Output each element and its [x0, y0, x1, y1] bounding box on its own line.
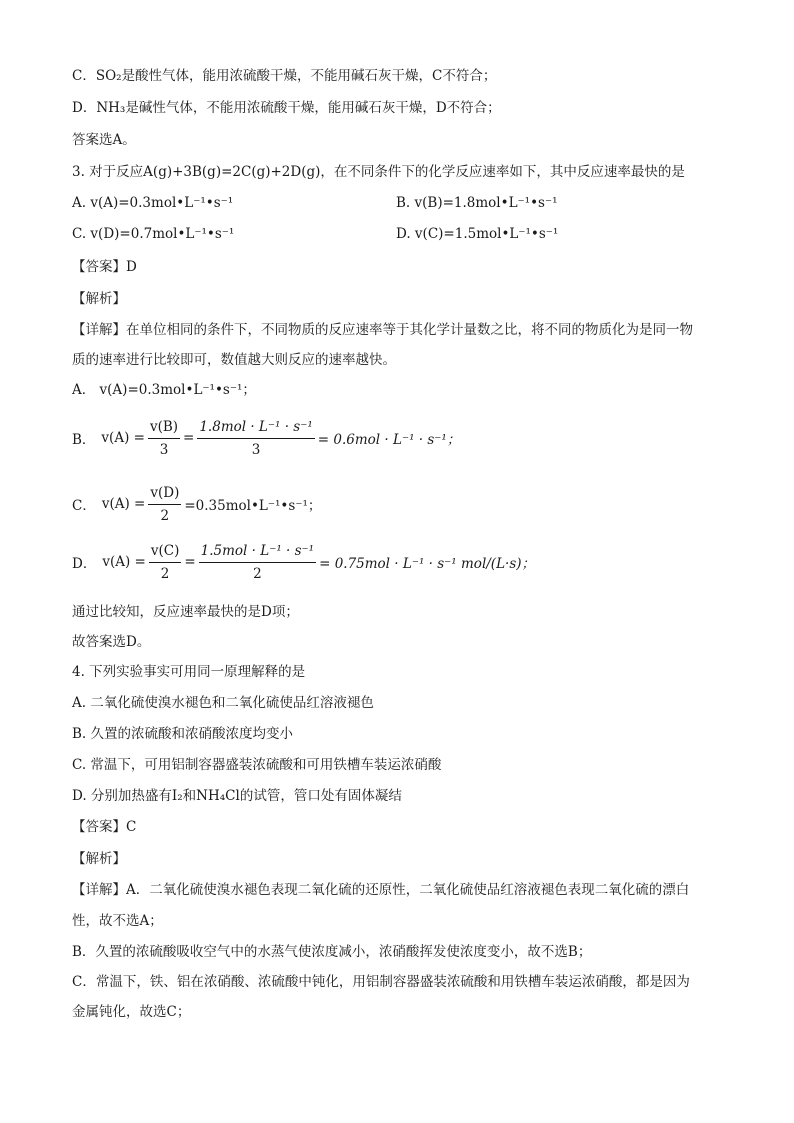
analysis-label: 【解析】	[72, 851, 126, 867]
fraction	[148, 485, 181, 524]
question-3-option-c: C. v(D)=0.7mol•L⁻¹•s⁻¹	[72, 226, 235, 242]
analysis-label: 【解析】	[72, 291, 126, 307]
question-4-option-a: A. 二氧化硫使溴水褪色和二氧化硫使品红溶液褪色	[72, 695, 374, 711]
equation-label: C．	[72, 498, 96, 514]
question-4-option-c: C. 常温下，可用铝制容器盛装浓硫酸和可用铁槽车装运浓硝酸	[72, 757, 442, 773]
explanation-line: C．常温下，铁、铝在浓硝酸、浓硫酸中钝化，用铝制容器盛装浓硫酸和用铁槽车装运浓硝酸，都是因为	[72, 974, 690, 990]
explanation-line: 金属钝化，故选C；	[72, 1004, 191, 1020]
answer-label: 【答案】D	[72, 259, 137, 275]
fraction	[148, 419, 180, 458]
explanation-line: 【详解】A．二氧化硫使溴水褪色表现二氧化硫的还原性，二氧化硫使品红溶液褪色表现二氧化硫的漂白	[72, 882, 690, 898]
text-line: 通过比较知，反应速率最快的是D项；	[72, 604, 299, 620]
equation-result: =0.35mol•L⁻¹•s⁻¹；	[184, 498, 322, 514]
text-line: C．SO₂是酸性气体，能用浓硫酸干燥，不能用碱石灰干燥，C不符合；	[72, 68, 497, 84]
fraction	[199, 543, 316, 582]
fraction-denominator: 2	[253, 565, 262, 582]
fraction-denominator: 2	[160, 507, 170, 524]
equation-b: B． v(A) = $\frac{v(B)}{3}$ = $\frac{\text{1.8mol · L⁻¹ · s⁻¹}}{3}$ = 0.6mol · L⁻¹ · s⁻¹；	[72, 418, 461, 458]
question-4-stem: 4. 下列实验事实可用同一原理解释的是	[72, 664, 306, 680]
question-3-option-a: A. v(A)=0.3mol•L⁻¹•s⁻¹	[72, 195, 234, 211]
equation-result: = 0.6mol · L⁻¹ · s⁻¹；	[317, 432, 461, 448]
fraction-numerator: v(D)	[148, 485, 181, 505]
question-4-option-d: D. 分别加热盛有I₂和NH₄Cl的试管，管口处有固体凝结	[72, 788, 402, 804]
fraction-denominator: 3	[251, 441, 261, 458]
fraction	[197, 419, 314, 458]
explanation-line: 质的速率进行比较即可，数值越大则反应的速率越快。	[72, 352, 396, 368]
equation-label: B．	[72, 432, 96, 448]
question-4-option-b: B. 久置的浓硫酸和浓硝酸浓度均变小	[72, 726, 294, 742]
fraction-denominator: 3	[159, 441, 169, 458]
equation-lhs: v(A) =	[101, 430, 145, 446]
equation-lhs: v(A) =	[102, 554, 146, 570]
explanation-line: 【详解】在单位相同的条件下，不同物质的反应速率等于其化学计量数之比，将不同的物质化为是同一物	[72, 322, 693, 338]
fraction-numerator: v(C)	[149, 543, 182, 563]
equation-result: = 0.75mol · L⁻¹ · s⁻¹ mol/(L·s)；	[319, 556, 536, 572]
answer-label: 【答案】C	[72, 819, 137, 835]
question-3-stem: 3. 对于反应A(g)+3B(g)=2C(g)+2D(g)，在不同条件下的化学反应速率如下，其中反应速率最快的是	[72, 164, 685, 180]
equation-a: A． v(A)=0.3mol•L⁻¹•s⁻¹；	[72, 382, 256, 398]
fraction-denominator: 2	[160, 565, 170, 582]
equation-d: D． v(A) = $\frac{v(C)}{2}$ = $\frac{\text{1.5mol · L⁻¹ · s⁻¹}}{2}$ = 0.75mol · L⁻¹ · s⁻¹ mol/(L·s)；	[72, 542, 536, 582]
equation-c	[72, 478, 321, 530]
text-line: 答案选A。	[72, 132, 136, 148]
question-3-option-d: D. v(C)=1.5mol•L⁻¹•s⁻¹	[396, 226, 559, 242]
text-line: 故答案选D。	[72, 634, 151, 650]
question-3-option-b: B. v(B)=1.8mol•L⁻¹•s⁻¹	[396, 195, 558, 211]
explanation-line: B．久置的浓硫酸吸收空气中的水蒸气使浓度减小，浓硝酸挥发使浓度变小，故不选B；	[72, 944, 592, 960]
fraction	[149, 543, 182, 582]
fraction-numerator: 1.8mol · L⁻¹ · s⁻¹	[197, 419, 314, 439]
explanation-line: 性，故不选A；	[72, 913, 163, 929]
fraction-numerator: v(B)	[148, 419, 180, 439]
equation-label: D．	[72, 556, 97, 572]
fraction-numerator: 1.5mol · L⁻¹ · s⁻¹	[199, 543, 316, 563]
text-line: D．NH₃是碱性气体，不能用浓硫酸干燥，能用碱石灰干燥，D不符合；	[72, 100, 501, 116]
equation-lhs: v(A) =	[101, 496, 146, 512]
